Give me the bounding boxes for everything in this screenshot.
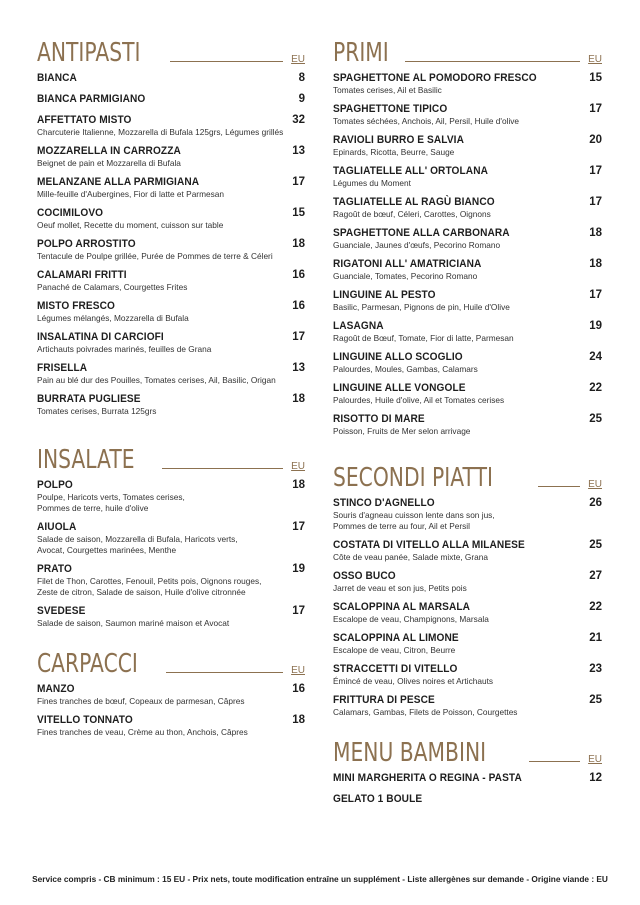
menu-item-price: 18	[589, 227, 602, 239]
menu-item-name: SVEDESE	[37, 605, 86, 617]
menu-item	[37, 207, 305, 231]
menu-item-row	[333, 663, 602, 675]
menu-item	[37, 269, 305, 293]
menu-item-name: AIUOLA	[37, 521, 77, 533]
menu-item-name: GELATO 1 BOULE	[333, 793, 423, 805]
menu-item-name: RIGATONI ALL' AMATRICIANA	[333, 258, 482, 270]
menu-item-name: SPAGHETTONE AL POMODORO FRESCO	[333, 72, 537, 84]
menu-item-row	[37, 563, 305, 575]
menu-item-row	[37, 605, 305, 617]
menu-item	[37, 331, 305, 355]
menu-item	[333, 103, 602, 127]
menu-item	[333, 601, 602, 625]
section-title: MENU BAMBINI	[333, 738, 487, 768]
menu-item-name: TAGLIATELLE AL RAGÙ BIANCO	[333, 196, 495, 208]
menu-item-price: 12	[589, 772, 602, 784]
menu-item-description: Salade de saison, Mozzarella di Bufala, Haricots verts, Avocat, Courgettes marinées, Menthe	[37, 534, 238, 555]
menu-item-name: MISTO FRESCO	[37, 300, 115, 312]
menu-item-row	[37, 479, 305, 491]
menu-item-description: Souris d'agneau cuisson lente dans son jus, Pommes de terre au four, Ail et Persil	[333, 510, 495, 531]
menu-item-row	[333, 289, 602, 301]
menu-item-name: MELANZANE ALLA PARMIGIANA	[37, 176, 200, 188]
menu-item-price: 17	[589, 196, 602, 208]
menu-item	[333, 72, 602, 96]
menu-item-description: Epinards, Ricotta, Beurre, Sauge	[333, 147, 455, 157]
menu-item-row	[37, 683, 305, 695]
menu-item-row	[37, 114, 305, 126]
menu-item-row	[333, 72, 602, 84]
section-antipasti	[37, 28, 305, 417]
menu-item-row	[37, 300, 305, 312]
menu-item-description: Palourdes, Huile d'olive, Ail et Tomates cerises	[333, 395, 505, 405]
menu-item-description: Escalope de veau, Champignons, Marsala	[333, 614, 489, 624]
menu-item-row	[333, 351, 602, 363]
menu-item	[333, 289, 602, 313]
menu-item	[37, 563, 305, 598]
menu-item-row	[333, 694, 602, 706]
menu-item-price: 18	[292, 238, 305, 250]
menu-item-price: 17	[589, 289, 602, 301]
menu-item-name: MANZO	[37, 683, 75, 695]
menu-item-name: SPAGHETTONE TIPICO	[333, 103, 448, 115]
menu-item-name: LINGUINE ALLE VONGOLE	[333, 382, 466, 394]
menu-item-name: VITELLO TONNATO	[37, 714, 133, 726]
menu-item-description: Ragoût de Bœuf, Tomate, Fior di latte, Parmesan	[333, 333, 514, 343]
menu-item-price: 24	[589, 351, 602, 363]
menu-item	[333, 258, 602, 282]
right-column	[333, 28, 602, 815]
menu-item-row	[37, 393, 305, 405]
menu-item-name: POLPO	[37, 479, 73, 491]
menu-item-price: 13	[292, 362, 305, 374]
menu-item-row	[333, 570, 602, 582]
menu-item-name: MOZZARELLA IN CARROZZA	[37, 145, 181, 157]
menu-item	[37, 300, 305, 324]
menu-item-row	[333, 539, 602, 551]
menu-item	[37, 72, 305, 84]
menu-item-description: Tomates cerises, Burrata 125grs	[37, 406, 157, 416]
menu-item-name: COSTATA DI VITELLO ALLA MILANESE	[333, 539, 525, 551]
menu-item-name: FRISELLA	[37, 362, 88, 374]
currency-label: EU	[291, 461, 305, 472]
menu-item-price: 25	[589, 539, 602, 551]
menu-item-name: SCALOPPINA AL LIMONE	[333, 632, 459, 644]
menu-item-row	[333, 601, 602, 613]
menu-item-row	[333, 103, 602, 115]
menu-item-row	[333, 165, 602, 177]
menu-item-price: 15	[292, 207, 305, 219]
menu-item-price: 17	[292, 176, 305, 188]
section-secondi-piatti	[333, 453, 602, 718]
left-column	[37, 28, 305, 748]
menu-item-description: Côte de veau panée, Salade mixte, Grana	[333, 552, 488, 562]
menu-item-price: 16	[292, 683, 305, 695]
menu-item-description: Basilic, Parmesan, Pignons de pin, Huile d'Olive	[333, 302, 510, 312]
menu-item-price: 27	[589, 570, 602, 582]
menu-item-row	[333, 196, 602, 208]
menu-item	[333, 134, 602, 158]
menu-item-description: Tomates cerises, Ail et Basilic	[333, 85, 442, 95]
menu-item-price: 22	[589, 601, 602, 613]
menu-item	[37, 145, 305, 169]
menu-item-description: Oeuf mollet, Recette du moment, cuisson sur table	[37, 220, 224, 230]
menu-item-name: MINI MARGHERITA O REGINA - PASTA	[333, 772, 522, 784]
menu-item-description: Fines tranches de bœuf, Copeaux de parmesan, Câpres	[37, 696, 245, 706]
menu-item-name: BURRATA PUGLIESE	[37, 393, 141, 405]
menu-item-price: 32	[292, 114, 305, 126]
menu-item-description: Ragoût de bœuf, Céleri, Carottes, Oignons	[333, 209, 491, 219]
menu-item	[333, 570, 602, 594]
menu-item-price: 8	[298, 72, 305, 84]
menu-item-name: RISOTTO DI MARE	[333, 413, 425, 425]
menu-item-description: Tomates séchées, Anchois, Ail, Persil, Huile d'olive	[333, 116, 520, 126]
menu-item-price: 21	[589, 632, 602, 644]
section-primi	[333, 28, 602, 437]
menu-item-description: Charcuterie Italienne, Mozzarella di Bufala 125grs, Légumes grillés	[37, 127, 284, 137]
menu-item-price: 18	[292, 714, 305, 726]
menu-item-name: CALAMARI FRITTI	[37, 269, 127, 281]
menu-item	[333, 632, 602, 656]
section-divider	[538, 486, 580, 487]
menu-item-row	[37, 362, 305, 374]
menu-item	[37, 521, 305, 556]
menu-item-name: BIANCA	[37, 72, 77, 84]
menu-item-price: 18	[292, 393, 305, 405]
section-title: CARPACCI	[37, 649, 138, 679]
menu-item-name: SPAGHETTONE ALLA CARBONARA	[333, 227, 510, 239]
footer-note: Service compris - CB minimum : 15 EU - Prix nets, toute modification entraîne un supplément - Liste allergènes sur demande - Origine viande : EU	[32, 874, 608, 884]
menu-item-name: LINGUINE AL PESTO	[333, 289, 436, 301]
menu-item-description: Poulpe, Haricots verts, Tomates cerises, Pommes de terre, huile d'olive	[37, 492, 185, 513]
menu-item-name: OSSO BUCO	[333, 570, 396, 582]
menu-item	[333, 663, 602, 687]
menu-item-row	[37, 238, 305, 250]
section-header	[333, 453, 602, 491]
section-divider	[529, 761, 580, 762]
currency-label: EU	[291, 54, 305, 65]
menu-item	[37, 714, 305, 738]
menu-item-name: LASAGNA	[333, 320, 384, 332]
menu-item	[37, 362, 305, 386]
menu-item-price: 17	[589, 165, 602, 177]
section-menu-bambini	[333, 728, 602, 805]
menu-item-price: 18	[292, 479, 305, 491]
section-carpacci	[37, 639, 305, 738]
section-divider	[162, 468, 283, 469]
menu-item-name: STRACCETTI DI VITELLO	[333, 663, 458, 675]
menu-item	[333, 227, 602, 251]
menu-item-row	[37, 714, 305, 726]
menu-item-description: Poisson, Fruits de Mer selon arrivage	[333, 426, 471, 436]
menu-item-name: RAVIOLI BURRO E SALVIA	[333, 134, 464, 146]
menu-item-description: Légumes du Moment	[333, 178, 411, 188]
menu-item-row	[333, 793, 602, 805]
menu-item	[333, 694, 602, 718]
section-divider	[166, 672, 283, 673]
currency-label: EU	[588, 54, 602, 65]
menu-item	[333, 413, 602, 437]
menu-item-row	[37, 207, 305, 219]
section-insalate	[37, 435, 305, 629]
section-divider	[405, 61, 581, 62]
menu-item-name: INSALATINA DI CARCIOFI	[37, 331, 164, 343]
currency-label: EU	[588, 754, 602, 765]
menu-item-price: 13	[292, 145, 305, 157]
menu-item	[37, 479, 305, 514]
menu-item-price: 23	[589, 663, 602, 675]
section-divider	[170, 61, 283, 62]
menu-item-row	[37, 331, 305, 343]
menu-item-price: 19	[292, 563, 305, 575]
menu-item-price: 17	[292, 521, 305, 533]
menu-item-description: Filet de Thon, Carottes, Fenouil, Petits pois, Oignons rouges, Zeste de citron, Salade de saison, Huile d'olive citronnée	[37, 576, 262, 597]
menu-item-description: Palourdes, Moules, Gambas, Calamars	[333, 364, 478, 374]
section-header	[333, 28, 602, 66]
menu-item-row	[333, 497, 602, 509]
currency-label: EU	[291, 665, 305, 676]
menu-item-description: Calamars, Gambas, Filets de Poisson, Courgettes	[333, 707, 518, 717]
menu-item-row	[333, 772, 602, 784]
menu-item-row	[37, 72, 305, 84]
menu-item	[333, 793, 602, 805]
menu-item-price: 16	[292, 300, 305, 312]
menu-item-description: Légumes mélangés, Mozzarella di Bufala	[37, 313, 189, 323]
menu-item	[333, 539, 602, 563]
menu-item	[37, 114, 305, 138]
menu-item-description: Escalope de veau, Citron, Beurre	[333, 645, 456, 655]
section-header	[37, 639, 305, 677]
menu-item-name: BIANCA PARMIGIANO	[37, 93, 146, 105]
menu-item-row	[333, 134, 602, 146]
menu-item	[37, 93, 305, 105]
section-header	[333, 728, 602, 766]
section-header	[37, 435, 305, 473]
currency-label: EU	[588, 479, 602, 490]
section-title: PRIMI	[333, 38, 389, 68]
menu-item-price: 17	[292, 331, 305, 343]
menu-item-price: 25	[589, 413, 602, 425]
menu-item-price: 17	[589, 103, 602, 115]
menu-item-row	[333, 632, 602, 644]
menu-item-row	[333, 227, 602, 239]
menu-item-price: 18	[589, 258, 602, 270]
menu-item-price: 26	[589, 497, 602, 509]
menu-item-price: 25	[589, 694, 602, 706]
menu-item-price: 19	[589, 320, 602, 332]
menu-item-price: 20	[589, 134, 602, 146]
menu-item-name: COCIMILOVO	[37, 207, 104, 219]
menu-item-description: Jarret de veau et son jus, Petits pois	[333, 583, 467, 593]
menu-item	[333, 497, 602, 532]
menu-item-description: Artichauts poivrades marinés, feuilles de Grana	[37, 344, 212, 354]
menu-item	[37, 393, 305, 417]
menu-item	[37, 238, 305, 262]
menu-item-description: Beignet de pain et Mozzarella di Bufala	[37, 158, 181, 168]
menu-item-name: LINGUINE ALLO SCOGLIO	[333, 351, 463, 363]
menu-item	[37, 605, 305, 629]
menu-item-description: Guanciale, Tomates, Pecorino Romano	[333, 271, 478, 281]
menu-item	[333, 320, 602, 344]
menu-item-row	[37, 145, 305, 157]
menu-item	[333, 196, 602, 220]
menu-item-row	[37, 93, 305, 105]
menu-item	[333, 351, 602, 375]
menu-item-name: STINCO D'AGNELLO	[333, 497, 435, 509]
menu-item-price: 16	[292, 269, 305, 281]
menu-item-name: FRITTURA DI PESCE	[333, 694, 435, 706]
menu-item-name: AFFETTATO MISTO	[37, 114, 132, 126]
menu-item-name: POLPO ARROSTITO	[37, 238, 136, 250]
menu-item	[333, 165, 602, 189]
menu-item-row	[37, 176, 305, 188]
menu-item-description: Salade de saison, Saumon mariné maison et Avocat	[37, 618, 230, 628]
menu-item-name: TAGLIATELLE ALL' ORTOLANA	[333, 165, 488, 177]
menu-item-description: Pain au blé dur des Pouilles, Tomates cerises, Ail, Basilic, Origan	[37, 375, 276, 385]
menu-item-description: Mille-feuille d'Aubergines, Fior di latte et Parmesan	[37, 189, 224, 199]
section-title: ANTIPASTI	[37, 38, 141, 68]
section-header	[37, 28, 305, 66]
section-title: SECONDI PIATTI	[333, 463, 493, 493]
menu-item-name: SCALOPPINA AL MARSALA	[333, 601, 471, 613]
menu-item-name: PRATO	[37, 563, 72, 575]
menu-item-description: Tentacule de Poulpe grillée, Purée de Pommes de terre & Céleri	[37, 251, 273, 261]
menu-item-row	[333, 320, 602, 332]
menu-item	[37, 176, 305, 200]
menu-item-description: Guanciale, Jaunes d'œufs, Pecorino Romano	[333, 240, 501, 250]
menu-item	[333, 382, 602, 406]
menu-item-price: 15	[589, 72, 602, 84]
section-title: INSALATE	[37, 445, 135, 475]
menu-item-description: Panaché de Calamars, Courgettes Frites	[37, 282, 188, 292]
menu-item	[333, 772, 602, 784]
menu-item-price: 9	[298, 93, 305, 105]
menu-item-price: 17	[292, 605, 305, 617]
menu-item-description: Émincé de veau, Olives noires et Artichauts	[333, 676, 494, 686]
menu-item-row	[333, 413, 602, 425]
menu-item-row	[37, 521, 305, 533]
menu-item-row	[333, 382, 602, 394]
menu-item-row	[37, 269, 305, 281]
menu-item	[37, 683, 305, 707]
menu-item-price: 22	[589, 382, 602, 394]
menu-item-row	[333, 258, 602, 270]
menu-item-description: Fines tranches de veau, Crème au thon, Anchois, Câpres	[37, 727, 248, 737]
